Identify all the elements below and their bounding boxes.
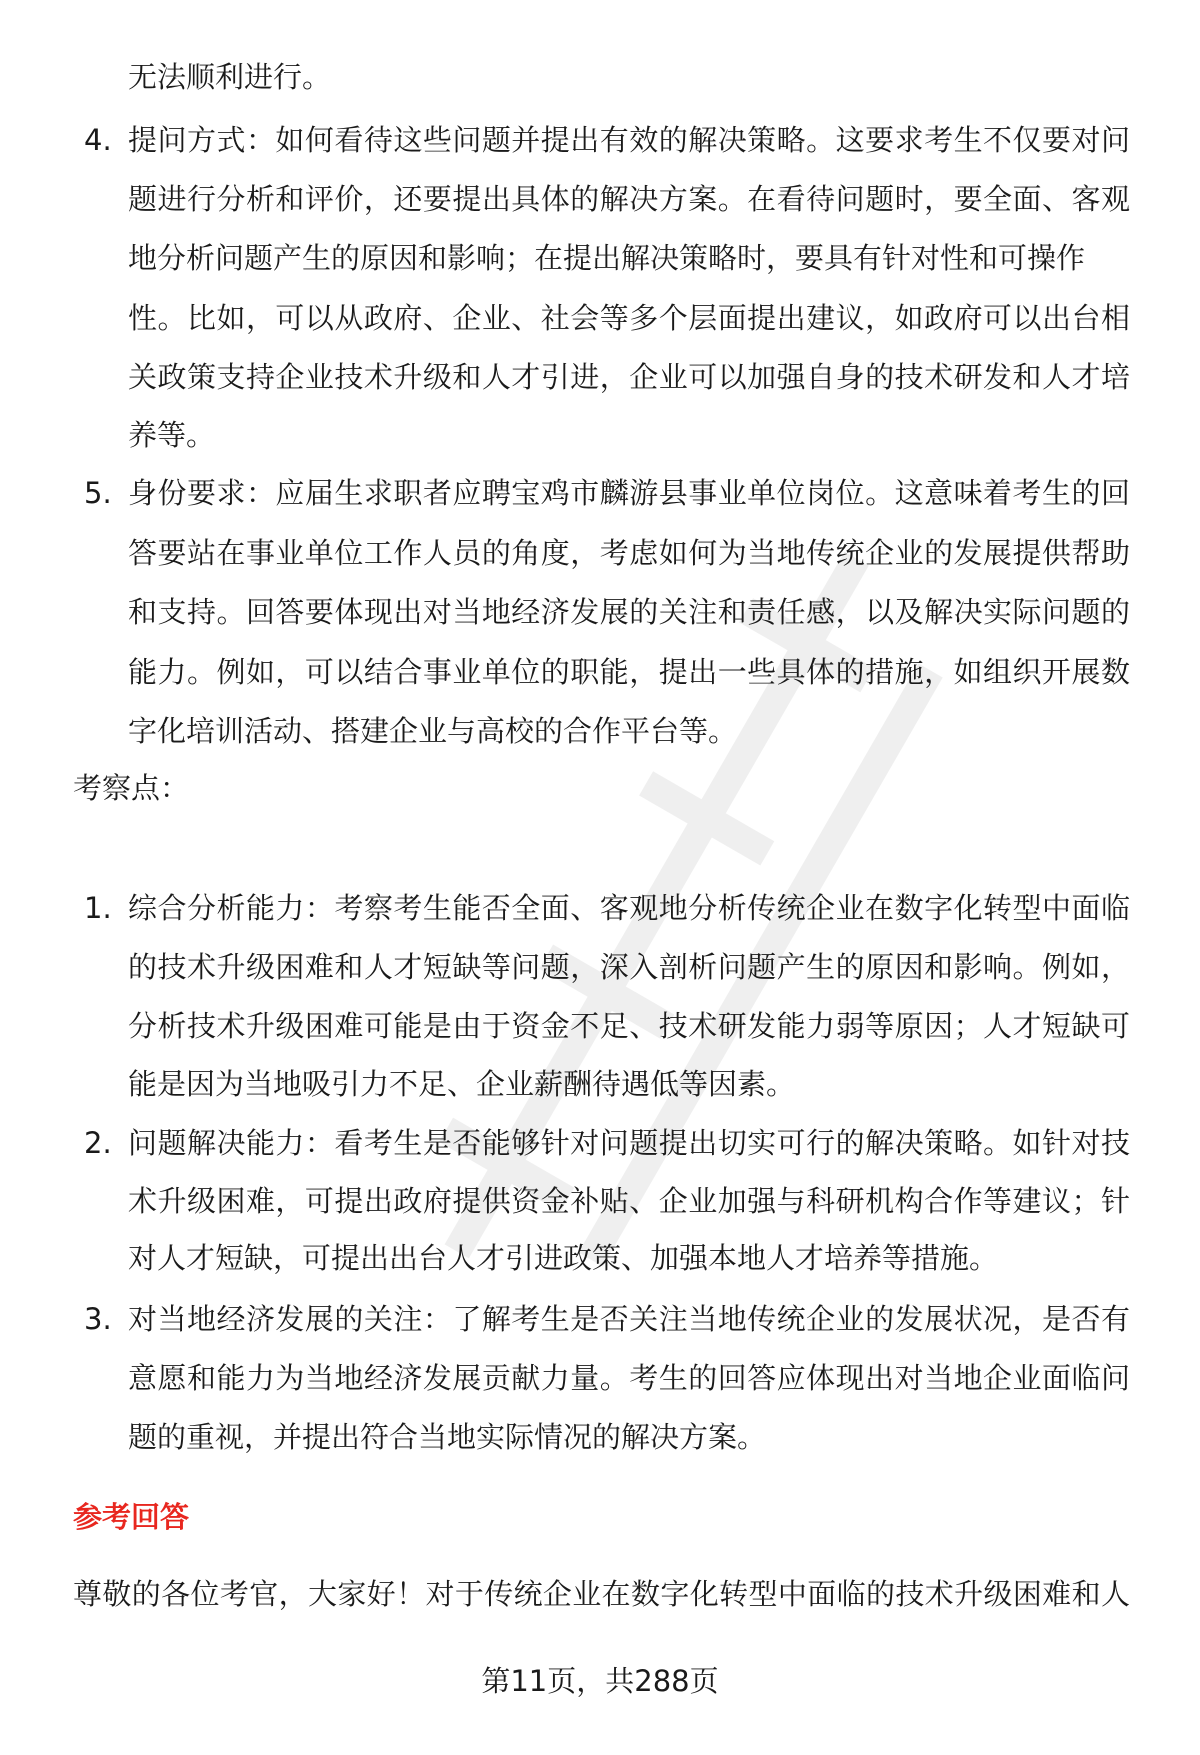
list-number: 1. bbox=[84, 891, 112, 925]
continuation-line: 无法顺利进行。 bbox=[128, 60, 332, 94]
list-number: 5. bbox=[84, 476, 112, 510]
reference-answer-heading: 参考回答 bbox=[73, 1500, 190, 1534]
list-line: 字化培训活动、搭建企业与高校的合作平台等。 bbox=[128, 714, 738, 748]
list-line: 对当地经济发展的关注：了解考生是否关注当地传统企业的发展状况，是否有 bbox=[128, 1302, 1130, 1336]
list-line: 身份要求：应届生求职者应聘宝鸡市麟游县事业单位岗位。这意味着考生的回 bbox=[128, 476, 1130, 510]
reference-answer-line: 尊敬的各位考官，大家好！对于传统企业在数字化转型中面临的技术升级困难和人 bbox=[73, 1577, 1130, 1611]
page-number: 第11页，共288页 bbox=[481, 1664, 719, 1698]
list-number: 4. bbox=[84, 123, 112, 157]
list-line: 提问方式：如何看待这些问题并提出有效的解决策略。这要求考生不仅要对问 bbox=[128, 123, 1130, 157]
list-line: 性。比如，可以从政府、企业、社会等多个层面提出建议，如政府可以出台相 bbox=[128, 301, 1130, 335]
list-line: 问题解决能力：看考生是否能够针对问题提出切实可行的解决策略。如针对技 bbox=[128, 1126, 1130, 1160]
list-line: 和支持。回答要体现出对当地经济发展的关注和责任感，以及解决实际问题的 bbox=[128, 595, 1130, 629]
list-line: 对人才短缺，可提出出台人才引进政策、加强本地人才培养等措施。 bbox=[128, 1241, 999, 1275]
list-line: 题进行分析和评价，还要提出具体的解决方案。在看待问题时，要全面、客观 bbox=[128, 182, 1130, 216]
list-line: 意愿和能力为当地经济发展贡献力量。考生的回答应体现出对当地企业面临问 bbox=[128, 1361, 1130, 1395]
list-line: 答要站在事业单位工作人员的角度，考虑如何为当地传统企业的发展提供帮助 bbox=[128, 536, 1130, 570]
list-line: 能力。例如，可以结合事业单位的职能，提出一些具体的措施，如组织开展数 bbox=[128, 655, 1130, 689]
list-line: 关政策支持企业技术升级和人才引进，企业可以加强自身的技术研发和人才培 bbox=[128, 360, 1130, 394]
exam-points-heading: 考察点： bbox=[73, 771, 190, 805]
list-line: 地分析问题产生的原因和影响；在提出解决策略时，要具有针对性和可操作 bbox=[128, 241, 1086, 275]
list-line: 养等。 bbox=[128, 418, 216, 452]
list-line: 术升级困难，可提出政府提供资金补贴、企业加强与科研机构合作等建议；针 bbox=[128, 1184, 1130, 1218]
list-line: 综合分析能力：考察考生能否全面、客观地分析传统企业在数字化转型中面临 bbox=[128, 891, 1130, 925]
list-line: 能是因为当地吸引力不足、企业薪酬待遇低等因素。 bbox=[128, 1067, 796, 1101]
list-number: 2. bbox=[84, 1126, 112, 1160]
list-line: 的技术升级困难和人才短缺等问题，深入剖析问题产生的原因和影响。例如， bbox=[128, 950, 1130, 984]
list-number: 3. bbox=[84, 1302, 112, 1336]
list-line: 分析技术升级困难可能是由于资金不足、技术研发能力弱等原因；人才短缺可 bbox=[128, 1009, 1130, 1043]
list-line: 题的重视，并提出符合当地实际情况的解决方案。 bbox=[128, 1420, 767, 1454]
